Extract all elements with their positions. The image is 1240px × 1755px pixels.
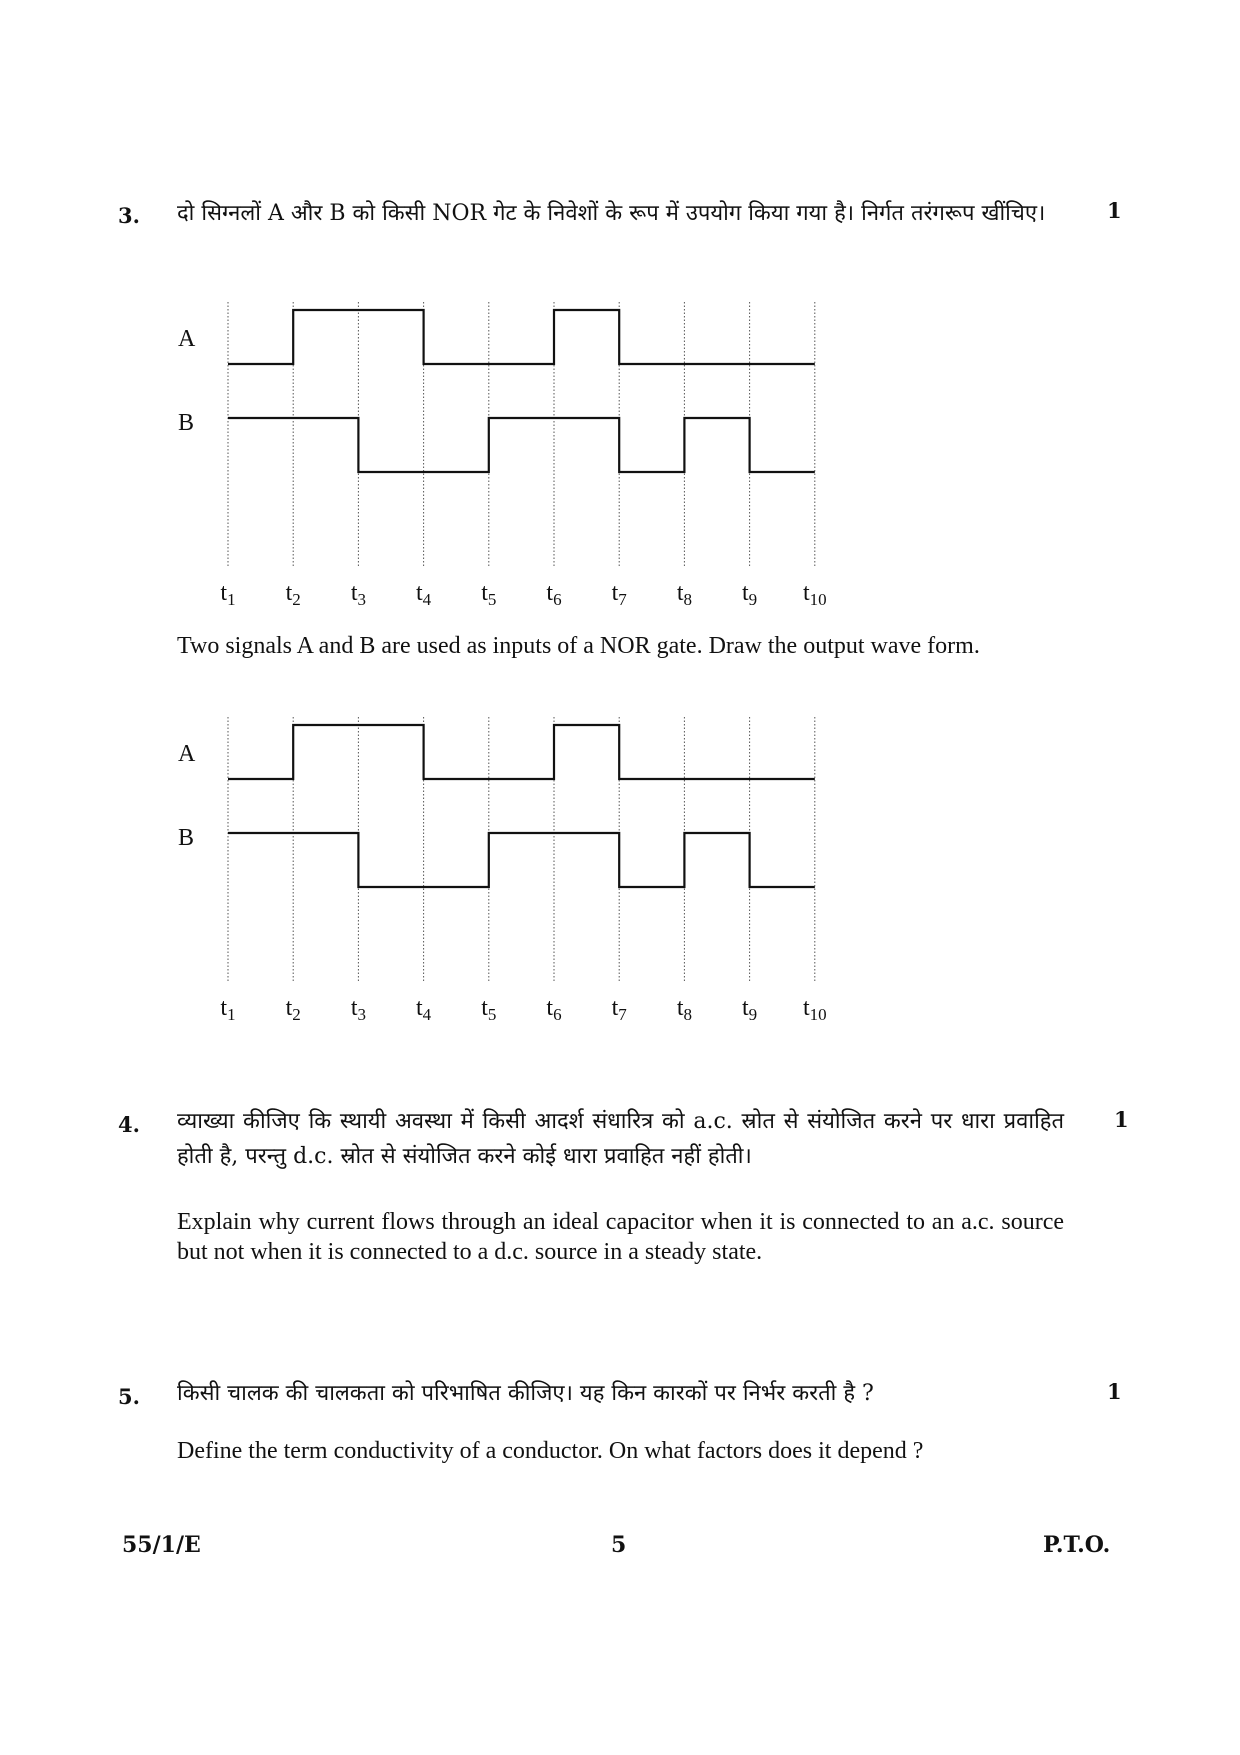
tick-base: t xyxy=(546,580,554,606)
question-text-hindi: दो सिग्नलों A और B को किसी NOR गेट के निवेशों के रूप में उपयोग किया गया है। निर्गत तरंगरूप खींचिए। xyxy=(177,201,1046,226)
time-tick-label xyxy=(481,995,496,1024)
waveform-diagram-hindi xyxy=(150,290,870,610)
time-tick-label xyxy=(803,580,827,609)
tick-subscript: 10 xyxy=(809,1005,827,1024)
question-marks: 1 xyxy=(1114,1107,1129,1132)
tick-base: t xyxy=(350,580,358,606)
page-number: 5 xyxy=(611,1532,627,1558)
time-tick-label xyxy=(742,580,757,609)
tick-subscript: 2 xyxy=(292,590,301,609)
waveform-b xyxy=(228,833,815,887)
waveform-a xyxy=(228,725,815,779)
time-tick-label xyxy=(286,580,301,609)
tick-subscript: 9 xyxy=(748,590,758,609)
time-tick-label xyxy=(481,580,496,609)
time-tick-label xyxy=(612,580,628,609)
tick-base: t xyxy=(220,995,228,1021)
question-text-english: Explain why current flows through an ideal capacitor when it is connected to an a.c. source but not when it is connected to a d.c. source in a steady state. xyxy=(177,1209,1064,1265)
tick-base: t xyxy=(676,995,684,1021)
tick-subscript: 6 xyxy=(553,1005,562,1024)
time-tick-label xyxy=(416,580,432,609)
question-text-hindi: किसी चालक की चालकता को परिभाषित कीजिए। यह किन कारकों पर निर्भर करती है ? xyxy=(177,1381,874,1406)
waveform-b xyxy=(228,418,815,472)
tick-subscript: 8 xyxy=(683,1005,692,1024)
tick-subscript: 7 xyxy=(618,590,627,609)
tick-subscript: 3 xyxy=(357,1005,366,1024)
time-tick-label xyxy=(220,995,235,1024)
signal-label-b: B xyxy=(178,410,195,436)
tick-base: t xyxy=(481,580,488,606)
time-tick-label xyxy=(742,995,757,1024)
tick-base: t xyxy=(611,995,619,1021)
paper-code: 55/1/E xyxy=(122,1532,201,1558)
time-tick-label xyxy=(546,580,561,609)
tick-base: t xyxy=(676,580,684,606)
question-marks: 1 xyxy=(1107,1379,1122,1404)
waveform-diagram-english xyxy=(150,705,870,1025)
question-text-english: Define the term conductivity of a conductor. On what factors does it depend ? xyxy=(177,1438,924,1464)
tick-subscript: 4 xyxy=(422,590,432,609)
tick-subscript: 3 xyxy=(357,590,366,609)
tick-base: t xyxy=(350,995,358,1021)
time-tick-label xyxy=(803,995,827,1024)
tick-subscript: 5 xyxy=(487,1005,497,1024)
pto-label: P.T.O. xyxy=(1043,1532,1111,1558)
time-tick-label xyxy=(351,580,366,609)
question-number: 5. xyxy=(118,1384,140,1409)
tick-subscript: 6 xyxy=(553,590,562,609)
tick-subscript: 4 xyxy=(422,1005,432,1024)
tick-subscript: 2 xyxy=(292,1005,301,1024)
time-tick-label xyxy=(612,995,628,1024)
question-marks: 1 xyxy=(1107,198,1122,223)
time-tick-label xyxy=(351,995,366,1024)
question-number: 4. xyxy=(118,1112,140,1137)
tick-subscript: 9 xyxy=(748,1005,758,1024)
signal-label-a: A xyxy=(178,741,196,767)
time-tick-label xyxy=(220,580,235,609)
time-tick-label xyxy=(677,580,692,609)
question-text-hindi: व्याख्या कीजिए कि स्थायी अवस्था में किसी आदर्श संधारित्र को a.c. स्रोत से संयोजित करने पर धारा प्रवाहित होती है, परन्तु d.c. स्रोत से संयोजित करने कोई धारा प्रवाहित नहीं होती। xyxy=(177,1109,1064,1169)
tick-base: t xyxy=(416,580,423,606)
waveform-a xyxy=(228,310,815,364)
tick-base: t xyxy=(481,995,488,1021)
tick-subscript: 1 xyxy=(227,1005,236,1024)
signal-label-a: A xyxy=(178,326,196,352)
tick-base: t xyxy=(802,580,810,606)
question-text-english: Two signals A and B are used as inputs of a NOR gate. Draw the output wave form. xyxy=(177,633,980,659)
tick-base: t xyxy=(285,995,293,1021)
question-number: 3. xyxy=(118,203,140,228)
tick-subscript: 5 xyxy=(487,590,497,609)
time-tick-label xyxy=(286,995,301,1024)
tick-subscript: 8 xyxy=(683,590,692,609)
tick-subscript: 10 xyxy=(809,590,827,609)
tick-subscript: 1 xyxy=(227,590,236,609)
time-tick-label xyxy=(677,995,692,1024)
tick-base: t xyxy=(742,995,749,1021)
signal-label-b: B xyxy=(178,825,195,851)
tick-subscript: 7 xyxy=(618,1005,627,1024)
tick-base: t xyxy=(220,580,228,606)
tick-base: t xyxy=(416,995,423,1021)
time-tick-label xyxy=(546,995,561,1024)
time-tick-label xyxy=(416,995,432,1024)
tick-base: t xyxy=(742,580,749,606)
tick-base: t xyxy=(546,995,554,1021)
tick-base: t xyxy=(611,580,619,606)
tick-base: t xyxy=(285,580,293,606)
tick-base: t xyxy=(802,995,810,1021)
